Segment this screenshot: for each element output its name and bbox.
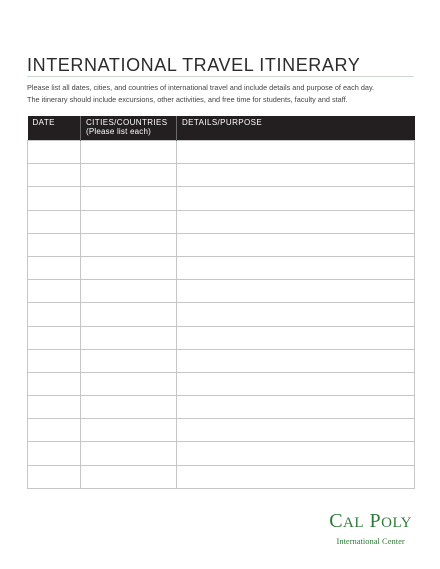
cities-cell[interactable] [81,256,177,279]
table-row [28,280,415,303]
cal-poly-logo [329,511,412,546]
details-cell[interactable] [177,141,415,164]
column-header-date [28,116,81,141]
table-body [28,141,415,489]
cities-cell[interactable] [81,349,177,372]
date-cell[interactable] [28,280,81,303]
details-cell[interactable] [177,233,415,256]
details-cell[interactable] [177,187,415,210]
date-cell[interactable] [28,233,81,256]
table-row [28,141,415,164]
column-header-label: CITIES/COUNTRIES [86,118,168,127]
details-cell[interactable] [177,303,415,326]
table-row [28,256,415,279]
cities-cell[interactable] [81,210,177,233]
date-cell[interactable] [28,396,81,419]
cities-cell[interactable] [81,442,177,465]
table-row [28,372,415,395]
cities-cell[interactable] [81,372,177,395]
table-row [28,210,415,233]
cities-cell[interactable] [81,280,177,303]
details-cell[interactable] [177,442,415,465]
date-cell[interactable] [28,187,81,210]
details-cell[interactable] [177,256,415,279]
page-title: INTERNATIONAL TRAVEL ITINERARY [27,55,361,75]
table-row [28,465,415,488]
details-cell[interactable] [177,280,415,303]
details-cell[interactable] [177,349,415,372]
cities-cell[interactable] [81,465,177,488]
details-cell[interactable] [177,419,415,442]
instructions [27,82,417,106]
cities-cell[interactable] [81,419,177,442]
table-row [28,303,415,326]
table-row [28,396,415,419]
date-cell[interactable] [28,256,81,279]
table-row [28,442,415,465]
details-cell[interactable] [177,372,415,395]
itinerary-table [27,116,415,489]
column-header-sublabel: (Please list each) [86,127,151,136]
date-cell[interactable] [28,303,81,326]
date-cell[interactable] [28,419,81,442]
column-header-label: DATE [32,118,55,127]
column-header-cities [81,116,177,141]
cities-cell[interactable] [81,303,177,326]
table-row [28,233,415,256]
cities-cell[interactable] [81,326,177,349]
details-cell[interactable] [177,326,415,349]
date-cell[interactable] [28,141,81,164]
date-cell[interactable] [28,326,81,349]
instruction-line: The itinerary should include excursions, other activities, and free time for students, faculty and staff. [27,95,348,104]
date-cell[interactable] [28,210,81,233]
date-cell[interactable] [28,164,81,187]
details-cell[interactable] [177,210,415,233]
table-row [28,164,415,187]
table-row [28,187,415,210]
table-row [28,419,415,442]
column-header-details [177,116,415,141]
cities-cell[interactable] [81,187,177,210]
title-divider [27,76,414,77]
cities-cell[interactable] [81,233,177,256]
date-cell[interactable] [28,442,81,465]
cities-cell[interactable] [81,164,177,187]
column-header-label: DETAILS/PURPOSE [182,118,263,127]
details-cell[interactable] [177,396,415,419]
instruction-line: Please list all dates, cities, and countries of international travel and include details and purpose of each day. [27,83,375,92]
table-header-row [28,116,415,141]
date-cell[interactable] [28,349,81,372]
cities-cell[interactable] [81,396,177,419]
details-cell[interactable] [177,465,415,488]
logo-unit: International Center [336,536,405,546]
date-cell[interactable] [28,465,81,488]
cities-cell[interactable] [81,141,177,164]
details-cell[interactable] [177,164,415,187]
date-cell[interactable] [28,372,81,395]
table-row [28,349,415,372]
table-row [28,326,415,349]
logo-wordmark: CAL POLY [329,510,412,532]
